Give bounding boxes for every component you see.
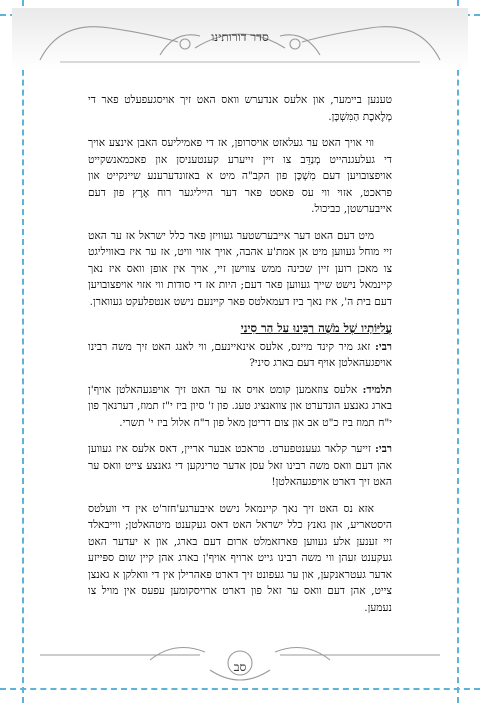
page-body [88,92,392,626]
dialogue-text: אלעס צוזאמען קומט אויס אז ער האט זיך אויפגעהאלטן אויף'ן בארג גאנצע הונדערט און צוואנציג טעג. פון ז' סיון ביז י"ז תמוז, דערנאך פון י"ח תמוז ביז כ"ט אב און צום דריטן מאל פון ר"ח אלול ביז י' תשרי. [88,383,392,429]
page-number: סב [233,660,247,674]
paragraph: ווי אויך האט ער געלאזט אויסרופן, אז די פאמיליעס האבן אינצע אויך די געלעגנהייט מְנַדֵּב צו זיין זייערע קענטעניסן און פאכמאנשקייט אויפצובויען דעם מִשְׁכָּן פון הקב"ה מיט א באזונדערענע שיינקייט און פראכט, אזוי ווי עס פאסט פאר דער הייליגער רוח אֶרֶץ פון דעם אייבערשטן, כביכול. [88,137,392,215]
page-header-title: סדר דורותינו [211,30,269,44]
paragraph: מיט דעם האט דער אייבערשטער געוויזן פאר כלל ישראל אז ער האט זיי מוחל געווען מיט אן אמת'ע אהבה, אויך אזוי וויט, אז ער איז באוויליגט צו מאכן רוען זיין שכינה ממש צווישן זיי, אויך אין אופן וואס איז נאך קיינמאל נישט שייך געווען פאר דעם; היות אז די סודות ווי אזוי אויפצובויען דעם בית ה', איז נאך ביז דעמאלטס פאר קיינעם נישט אנטפלעקט געווארן. [88,229,392,308]
section-heading: עֲלִיּוֹתָיו שֶׁל מֹשֶׁה רַבֵּינוּ עַל הַר סִינַי [240,321,392,335]
dialogue-text: זייער קלאר געענטפערט. טראכט אבער אריין, דאס אלעס איז געווען אהן דעם וואס משה רבינו זאל עסן אדער טרינקען די גאנצע צייט וואס ער האט זיך דארט אויפגעהאלטן! [88,443,392,488]
dialogue-text: זאג מיר קינד מיינס, אלעס אינאיינעם, ווי לאנג האט זיך משה רבינו אויפגעהאלטן אויף דעם בארג סיני? [88,340,392,369]
speaker-label: תלמיד: [362,383,392,396]
dialogue-line [88,339,392,372]
dialogue-line [88,441,392,491]
dialogue-line [88,382,392,432]
paragraph: אזא נס האט זיך נאך קיינמאל נישט איבערגע'חזר'ט אין די וועלטס היסטאריע, און גאנץ כלל ישראל האט דאס געקענט מיטהאלטן; ווייבאלד זיי זענען אלע געווען פארזאמלט ארום דעם בארג, און א יעדער האט געקענט זעהן ווי משה רבינו גייט ארויף אויף'ן בארג אהן קיין שום ספּייזע אדער געטראנקען, און ער געפונט זיך דארט פאהרילן אין די וואלקן א גאנצן צייט, אהן דעם וואס ער זאל פון דארט ארויסקומען עפעס אין מויל צו נעמען. [88,502,392,614]
speaker-label: רבי: [375,340,392,353]
speaker-label: רבי: [375,443,392,455]
paragraph: טענען ביימער, און אלעס אנדערש וואס האט זיך אויסגעפעלט פאר די מְלֶאכֶת הַמִּשְׁכָּן. [88,94,392,123]
